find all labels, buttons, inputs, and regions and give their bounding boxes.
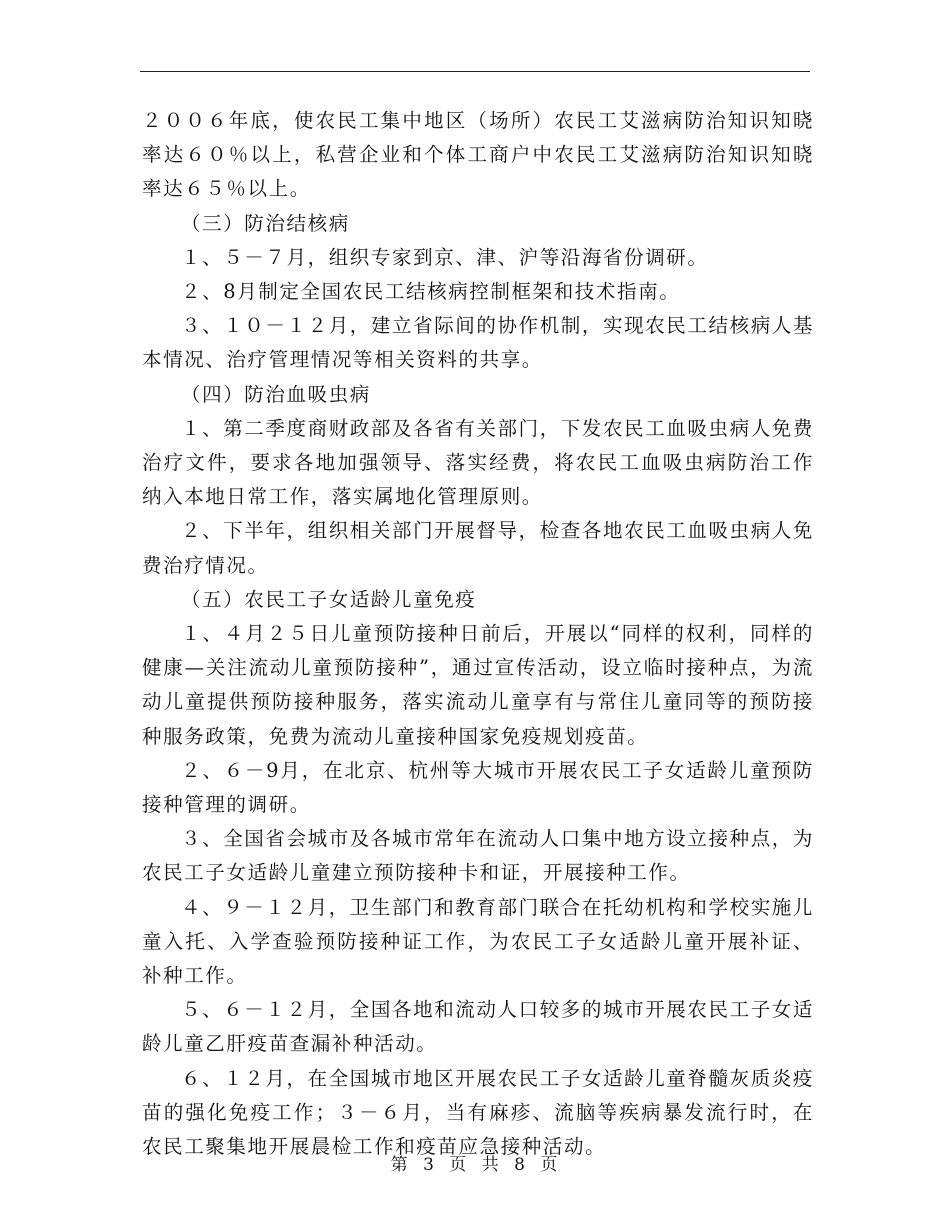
list-item: ６、１２月，在全国城市地区开展农民工子女适龄儿童脊髓灰质炎疫苗的强化免疫工作；３－６月，当有麻疹、流脑等疾病暴发流行时，在农民工聚集地开展晨检工作和疫苗应急接种活动。 xyxy=(142,1066,815,1159)
list-item: １、５－７月，组织专家到京、津、沪等沿海省份调研。 xyxy=(181,245,709,269)
header-rule xyxy=(140,71,810,72)
section-heading-immunization: （五）农民工子女适龄儿童免疫 xyxy=(181,587,477,611)
list-item: ３、全国省会城市及各城市常年在流动人口集中地方设立接种点，为农民工子女适龄儿童建立预防接种卡和证，开展接种工作。 xyxy=(142,827,815,885)
paragraph-continuation: ２００６年底，使农民工集中地区（场所）农民工艾滋病防治知识知晓率达６０％以上，私营企业和个体工商户中农民工艾滋病防治知识知晓率达６５％以上。 xyxy=(142,109,814,201)
document-body xyxy=(142,104,814,1164)
list-item: １、４月２５日儿童预防接种日前后，开展以“同样的权利，同样的健康—关注流动儿童预防接种”，通过宣传活动，设立临时接种点，为流动儿童提供预防接种服务，落实流动儿童享有与常住儿童同等的预防接种服务政策，免费为流动儿童接种国家免疫规划疫苗。 xyxy=(142,622,814,748)
list-item: ５、６－１２月，全国各地和流动人口较多的城市开展农民工子女适龄儿童乙肝疫苗查漏补种活动。 xyxy=(142,998,815,1056)
section-heading-tuberculosis: （三）防治结核病 xyxy=(181,211,350,235)
list-item: ４、９－１２月，卫生部门和教育部门联合在托幼机构和学校实施儿童入托、入学查验预防接种证工作，为农民工子女适龄儿童开展补证、补种工作。 xyxy=(142,895,815,988)
list-item: ２、下半年，组织相关部门开展督导，检查各地农民工血吸虫病人免费治疗情况。 xyxy=(142,519,815,577)
list-item: ３、１０－１２月，建立省际间的协作机制，实现农民工结核病人基本情况、治疗管理情况等相关资料的共享。 xyxy=(142,314,815,372)
page-number: 第 3 页 共 8 页 xyxy=(390,1155,560,1175)
list-item: ２、６－9月，在北京、杭州等大城市开展农民工子女适龄儿童预防接种管理的调研。 xyxy=(142,758,814,817)
list-item: １、第二季度商财政部及各省有关部门，下发农民工血吸虫病人免费治疗文件，要求各地加强领导、落实经费，将农民工血吸虫病防治工作纳入本地日常工作，落实属地化管理原则。 xyxy=(142,416,815,509)
list-item: ２、8月制定全国农民工结核病控制框架和技术指南。 xyxy=(181,280,681,304)
section-heading-schistosomiasis: （四）防治血吸虫病 xyxy=(181,382,371,406)
